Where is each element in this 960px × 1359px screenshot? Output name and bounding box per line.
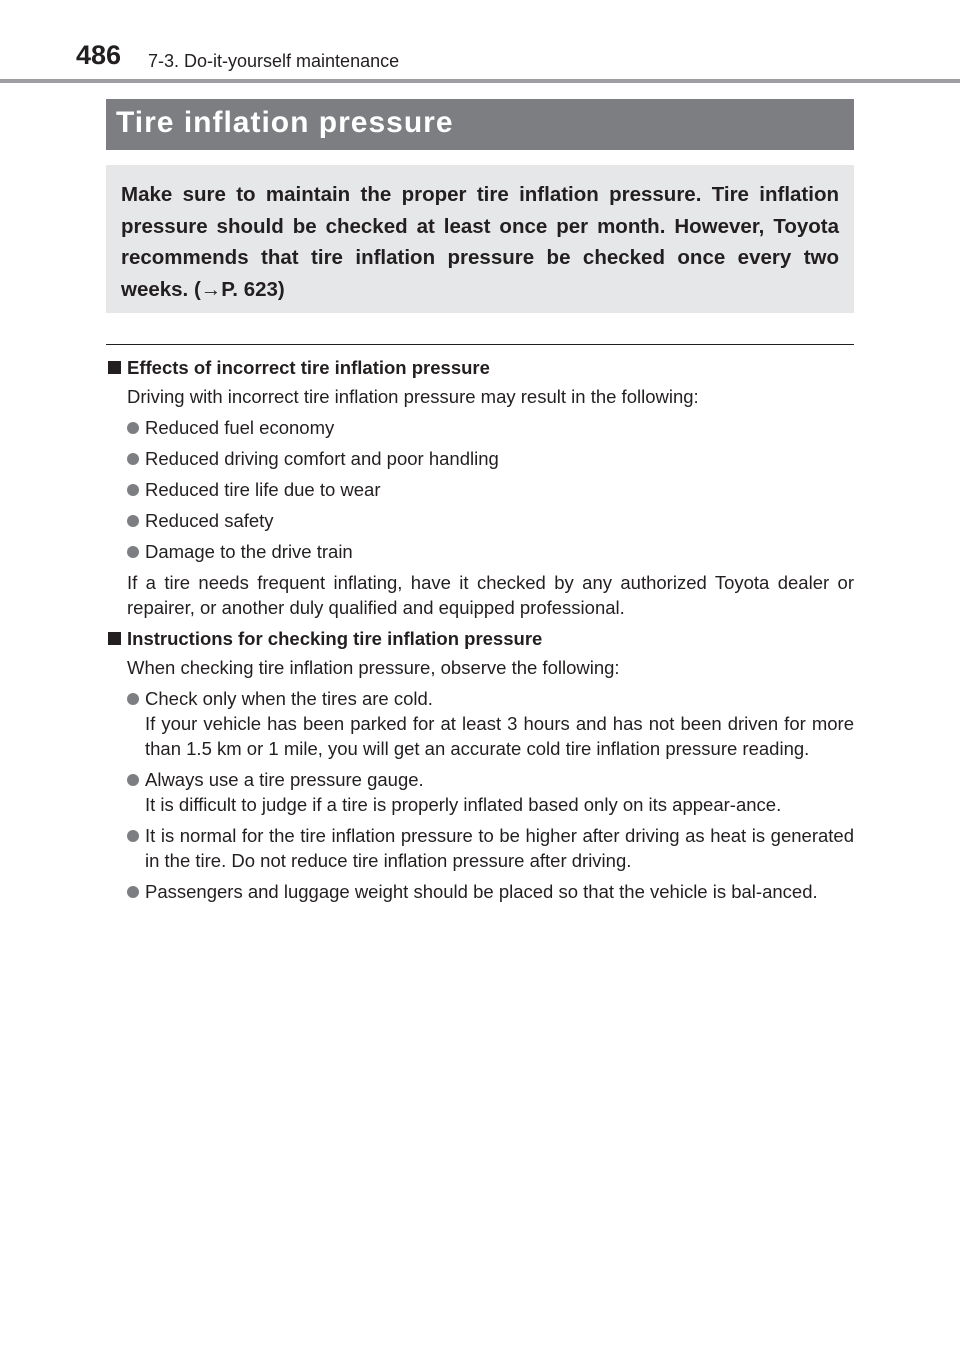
circle-bullet-icon <box>127 453 139 465</box>
section-heading-text: Instructions for checking tire inflation pressure <box>127 628 543 649</box>
list-item-detail: If your vehicle has been parked for at least 3 hours and has not been driven for more than 1.5 km or 1 mile, you will get an accurate cold tire inflation pressure reading. <box>145 713 854 759</box>
section-divider <box>106 344 854 345</box>
list-item <box>106 446 854 471</box>
list-item <box>106 767 854 817</box>
circle-bullet-icon <box>127 546 139 558</box>
list-item <box>106 879 854 904</box>
circle-bullet-icon <box>127 830 139 842</box>
main-content <box>106 355 854 910</box>
title-band <box>106 99 854 150</box>
list-item-text: It is normal for the tire inflation pressure to be higher after driving as heat is generated in the tire. Do not reduce tire inflation pressure after driving. <box>145 825 854 871</box>
intro-box <box>106 165 854 313</box>
circle-bullet-icon <box>127 515 139 527</box>
section-note: If a tire needs frequent inflating, have it checked by any authorized Toyota dealer or repairer, or another duly qualified and equipped professional. <box>127 572 854 618</box>
list-item <box>106 686 854 761</box>
header-rule <box>0 79 960 83</box>
section-reference: 7-3. Do-it-yourself maintenance <box>148 51 400 71</box>
list-item-text: Reduced tire life due to wear <box>145 479 381 500</box>
section-heading-text: Effects of incorrect tire inflation pressure <box>127 357 490 378</box>
list-item-detail: It is difficult to judge if a tire is properly inflated based only on its appear-ance. <box>145 794 782 815</box>
list-item <box>106 415 854 440</box>
page-number: 486 <box>76 40 122 70</box>
list-item-text: Reduced driving comfort and poor handling <box>145 448 499 469</box>
circle-bullet-icon <box>127 422 139 434</box>
circle-bullet-icon <box>127 774 139 786</box>
section-intro: Driving with incorrect tire inflation pressure may result in the following: <box>127 386 699 407</box>
list-item-text: Damage to the drive train <box>145 541 353 562</box>
page-header <box>0 0 960 86</box>
intro-text: Make sure to maintain the proper tire inflation pressure. Tire inflation pressure should be checked at least once per month. However, Toyota recommends that tire inflation pressure be checked once every two weeks. (→P. 623) <box>121 183 839 301</box>
list-item-text: Check only when the tires are cold. <box>145 688 433 709</box>
circle-bullet-icon <box>127 886 139 898</box>
list-item <box>106 508 854 533</box>
list-item-text: Always use a tire pressure gauge. <box>145 769 424 790</box>
list-item-text: Passengers and luggage weight should be placed so that the vehicle is bal-anced. <box>145 881 818 902</box>
circle-bullet-icon <box>127 693 139 705</box>
list-item <box>106 477 854 502</box>
list-item <box>106 539 854 564</box>
section-heading <box>106 355 854 380</box>
list-item-text: Reduced fuel economy <box>145 417 335 438</box>
list-item-text: Reduced safety <box>145 510 274 531</box>
section-heading <box>106 626 854 651</box>
circle-bullet-icon <box>127 484 139 496</box>
square-bullet-icon <box>108 632 121 645</box>
page-title: Tire inflation pressure <box>116 106 454 139</box>
square-bullet-icon <box>108 361 121 374</box>
section-intro: When checking tire inflation pressure, observe the following: <box>127 657 620 678</box>
list-item <box>106 823 854 873</box>
